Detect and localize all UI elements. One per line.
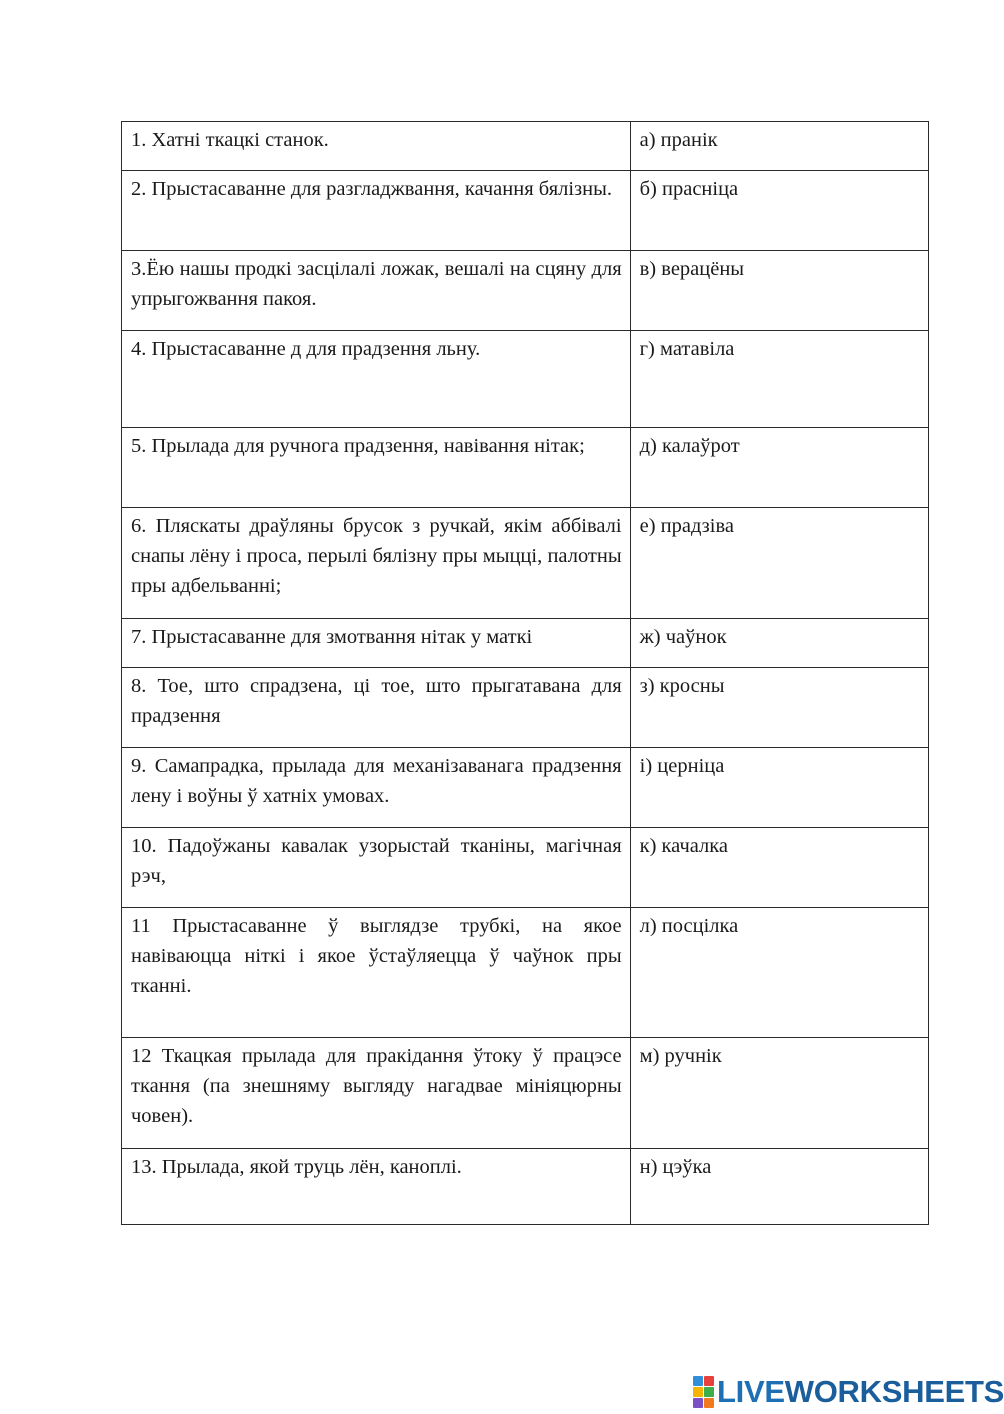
table-row — [122, 619, 929, 668]
answer-cell: е) прадзіва — [630, 508, 928, 619]
answer-cell: б) прасніца — [630, 171, 928, 251]
table-row — [122, 331, 929, 428]
table-row — [122, 908, 929, 1038]
definition-cell: 11 Прыстасаванне ў выглядзе трубкі, на якое навіваюцца ніткі і якое ўстаўляецца ў чаўнок пры тканні. — [122, 908, 631, 1038]
definition-cell: 5. Прылада для ручнога прадзення, навівання нітак; — [122, 428, 631, 508]
definition-cell: 1. Хатні ткацкі станок. — [122, 122, 631, 171]
answer-cell: м) ручнік — [630, 1038, 928, 1149]
table-row — [122, 251, 929, 331]
table-row — [122, 748, 929, 828]
definition-cell: 2. Прыстасаванне для разгладжвання, качання бялізны. — [122, 171, 631, 251]
answer-cell: в) верацёны — [630, 251, 928, 331]
answer-cell: г) матавіла — [630, 331, 928, 428]
definition-cell: 8. Тое, што спрадзена, ці тое, што прыгатавана для прадзення — [122, 668, 631, 748]
answer-cell: н) цэўка — [630, 1149, 928, 1225]
table-row — [122, 1149, 929, 1225]
definition-cell: 4. Прыстасаванне д для прадзення льну. — [122, 331, 631, 428]
definition-cell: 12 Ткацкая прылада для пракідання ўтоку ў працэсе ткання (па знешняму выгляду нагадвае мініяцюрны човен). — [122, 1038, 631, 1149]
definition-cell: 6. Пляскаты драўляны брусок з ручкай, якім аббівалі снапы лёну і проса, перылі бялізну пры мыцці, палотны пры адбельванні; — [122, 508, 631, 619]
table-row — [122, 428, 929, 508]
answer-cell: а) пранік — [630, 122, 928, 171]
liveworksheets-logo — [693, 1376, 1004, 1408]
definition-cell: 7. Прыстасаванне для змотвання нітак у маткі — [122, 619, 631, 668]
answer-cell: д) калаўрот — [630, 428, 928, 508]
liveworksheets-logo-icon — [693, 1376, 714, 1408]
answer-cell: л) посцілка — [630, 908, 928, 1038]
answer-cell: к) качалка — [630, 828, 928, 908]
table-row — [122, 828, 929, 908]
answer-cell: з) кросны — [630, 668, 928, 748]
answer-cell: і) церніца — [630, 748, 928, 828]
table-row — [122, 508, 929, 619]
table-row — [122, 1038, 929, 1149]
table-row — [122, 668, 929, 748]
matching-table — [121, 121, 929, 1225]
definition-cell: 10. Падоўжаны кавалак узорыстай тканіны, магічная рэч, — [122, 828, 631, 908]
definition-cell: 3.Ёю нашы продкі засцілалі ложак, вешалі на сцяну для упрыгожвання пакоя. — [122, 251, 631, 331]
definition-cell: 13. Прылада, якой труць лён, каноплі. — [122, 1149, 631, 1225]
table-row — [122, 122, 929, 171]
answer-cell: ж) чаўнок — [630, 619, 928, 668]
logo-text: LIVEWORKSHEETS — [717, 1374, 1004, 1409]
definition-cell: 9. Самапрадка, прылада для механізаванага прадзення лену і воўны ў хатніх умовах. — [122, 748, 631, 828]
table-row — [122, 171, 929, 251]
